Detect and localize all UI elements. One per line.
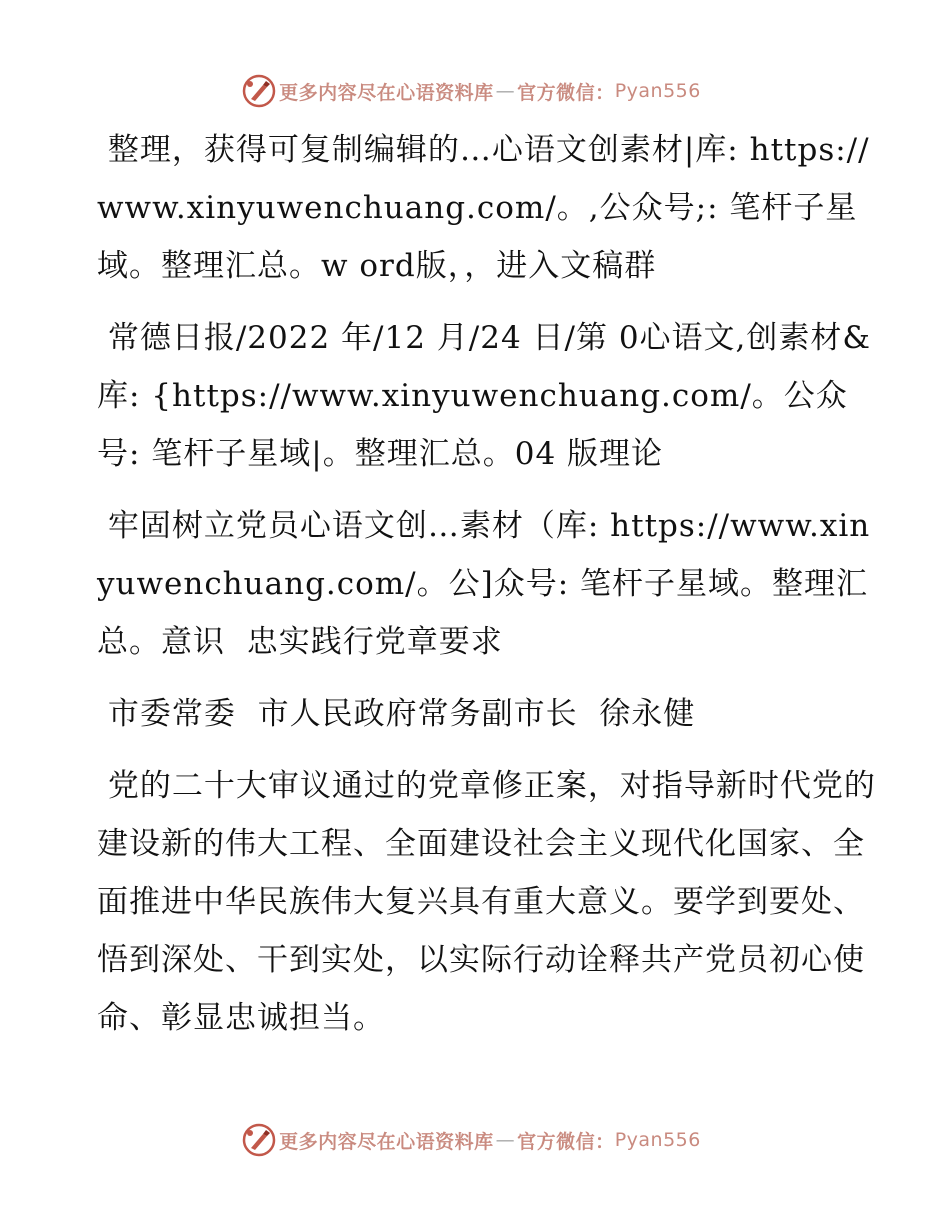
watermark-main-text: 更多内容尽在心语资料库 — [279, 81, 494, 104]
pen-circle-icon — [241, 73, 277, 109]
paragraph-source-note: 整理，获得可复制编辑的…心语文创素材|库: https://www.xinyuwenchuang.com/。,公众号;: 笔杆子星域。整理汇总。w ord版，，进入文稿群 — [97, 132, 870, 284]
paragraph-publication-info: 常德日报/2022 年/12 月/24 日/第 0心语文,创素材&库: {https://www.xinyuwenchuang.com/。公众号: 笔杆子星域|。整理汇总。04 版理论 — [97, 320, 872, 472]
watermark-dash: — — [495, 80, 516, 102]
paragraph-body-text: 党的二十大审议通过的党章修正案，对指导新时代党的建设新的伟大工程、全面建设社会主义现代化国家、全面推进中华民族伟大复兴具有重大意义。要学到要处、悟到深处、干到实处，以实际行动诠释共产党员初心使命、彰显忠诚担当。 — [97, 768, 876, 1036]
watermark-sub-text: 官方微信： — [517, 81, 615, 104]
watermark-group — [241, 1122, 701, 1158]
watermark-dash: — — [495, 1129, 516, 1151]
watermark-group — [241, 73, 701, 109]
watermark-handle: Pyan556 — [614, 80, 701, 102]
paragraph-article-title: 牢固树立党员心语文创…素材（库: https://www.xinyuwenchuang.com/。公]众号: 笔杆子星域。整理汇总。意识 忠实践行党章要求 — [97, 508, 871, 660]
paragraph-author-line: 市委常委 市人民政府常务副市长 徐永健 — [97, 696, 696, 732]
watermark-handle: Pyan556 — [614, 1129, 701, 1151]
watermark-main-text: 更多内容尽在心语资料库 — [279, 1130, 494, 1153]
pen-circle-icon — [241, 1122, 277, 1158]
document-body — [97, 121, 877, 1047]
header-watermark — [0, 71, 950, 111]
footer-watermark — [0, 1120, 950, 1160]
watermark-sub-text: 官方微信： — [517, 1130, 615, 1153]
